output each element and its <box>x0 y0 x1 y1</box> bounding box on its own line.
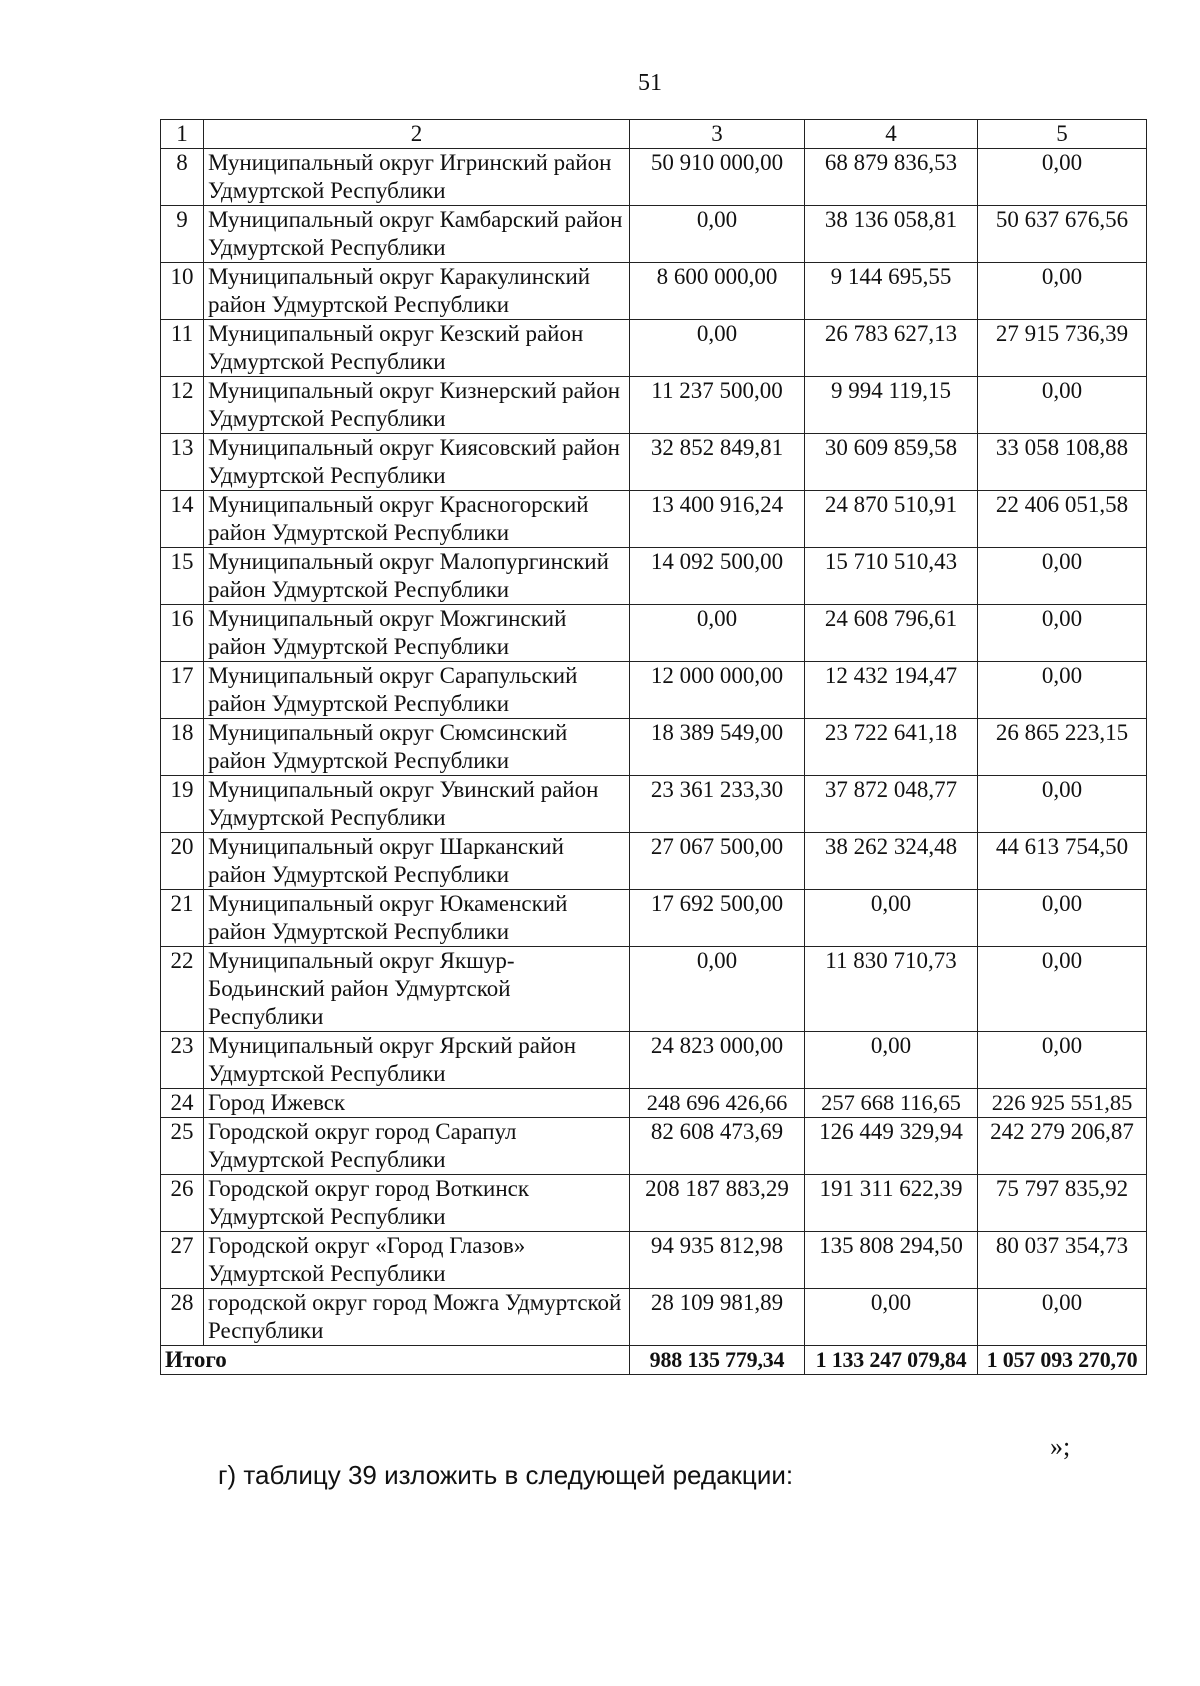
municipality-name-cell: Муниципальный округ Сюмсинский район Удмуртской Республики <box>204 719 630 776</box>
header-cell: 4 <box>805 120 978 149</box>
amount-col4-cell: 26 783 627,13 <box>805 320 978 377</box>
row-number-cell: 24 <box>161 1089 204 1118</box>
total-col3-cell: 988 135 779,34 <box>630 1346 805 1375</box>
municipality-name-cell: Муниципальный округ Кизнерский район Удмуртской Республики <box>204 377 630 434</box>
table-row <box>161 320 1147 377</box>
municipality-name-cell: Муниципальный округ Якшур-Бодьинский район Удмуртской Республики <box>204 947 630 1032</box>
row-number-cell: 11 <box>161 320 204 377</box>
amount-col3-cell: 11 237 500,00 <box>630 377 805 434</box>
amount-col4-cell: 38 262 324,48 <box>805 833 978 890</box>
row-number-cell: 19 <box>161 776 204 833</box>
amount-col3-cell: 8 600 000,00 <box>630 263 805 320</box>
amount-col3-cell: 17 692 500,00 <box>630 890 805 947</box>
amount-col4-cell: 30 609 859,58 <box>805 434 978 491</box>
table-row <box>161 719 1147 776</box>
row-number-cell: 27 <box>161 1232 204 1289</box>
row-number-cell: 12 <box>161 377 204 434</box>
table-row <box>161 1032 1147 1089</box>
row-number-cell: 9 <box>161 206 204 263</box>
header-cell: 2 <box>204 120 630 149</box>
amount-col3-cell: 0,00 <box>630 320 805 377</box>
header-cell: 3 <box>630 120 805 149</box>
table-row <box>161 149 1147 206</box>
amount-col5-cell: 0,00 <box>978 263 1147 320</box>
table-row <box>161 1232 1147 1289</box>
row-number-cell: 16 <box>161 605 204 662</box>
table-row <box>161 1089 1147 1118</box>
amount-col3-cell: 0,00 <box>630 605 805 662</box>
row-number-cell: 22 <box>161 947 204 1032</box>
amount-col5-cell: 0,00 <box>978 947 1147 1032</box>
table-row <box>161 662 1147 719</box>
table-row <box>161 947 1147 1032</box>
amount-col5-cell: 0,00 <box>978 149 1147 206</box>
amount-col4-cell: 24 870 510,91 <box>805 491 978 548</box>
total-col4-cell: 1 133 247 079,84 <box>805 1346 978 1375</box>
amount-col4-cell: 0,00 <box>805 890 978 947</box>
amount-col4-cell: 126 449 329,94 <box>805 1118 978 1175</box>
total-row <box>161 1346 1147 1375</box>
amount-col4-cell: 12 432 194,47 <box>805 662 978 719</box>
amount-col5-cell: 226 925 551,85 <box>978 1089 1147 1118</box>
amount-col4-cell: 11 830 710,73 <box>805 947 978 1032</box>
amount-col3-cell: 94 935 812,98 <box>630 1232 805 1289</box>
amount-col5-cell: 0,00 <box>978 890 1147 947</box>
municipality-name-cell: Муниципальный округ Каракулинский район Удмуртской Республики <box>204 263 630 320</box>
amount-col5-cell: 22 406 051,58 <box>978 491 1147 548</box>
amount-col3-cell: 50 910 000,00 <box>630 149 805 206</box>
amount-col3-cell: 27 067 500,00 <box>630 833 805 890</box>
row-number-cell: 21 <box>161 890 204 947</box>
amount-col3-cell: 14 092 500,00 <box>630 548 805 605</box>
instruction-text: г) таблицу 39 изложить в следующей редакции: <box>218 1460 794 1490</box>
amount-col3-cell: 248 696 426,66 <box>630 1089 805 1118</box>
municipality-name-cell: городской округ город Можга Удмуртской Республики <box>204 1289 630 1346</box>
amount-col4-cell: 23 722 641,18 <box>805 719 978 776</box>
amount-col5-cell: 242 279 206,87 <box>978 1118 1147 1175</box>
amount-col5-cell: 75 797 835,92 <box>978 1175 1147 1232</box>
row-number-cell: 26 <box>161 1175 204 1232</box>
row-number-cell: 13 <box>161 434 204 491</box>
amount-col4-cell: 68 879 836,53 <box>805 149 978 206</box>
row-number-cell: 15 <box>161 548 204 605</box>
amount-col3-cell: 23 361 233,30 <box>630 776 805 833</box>
amount-col3-cell: 208 187 883,29 <box>630 1175 805 1232</box>
municipality-name-cell: Муниципальный округ Увинский район Удмуртской Республики <box>204 776 630 833</box>
amount-col3-cell: 0,00 <box>630 947 805 1032</box>
amount-col4-cell: 24 608 796,61 <box>805 605 978 662</box>
municipality-name-cell: Муниципальный округ Камбарский район Удмуртской Республики <box>204 206 630 263</box>
amount-col3-cell: 82 608 473,69 <box>630 1118 805 1175</box>
row-number-cell: 23 <box>161 1032 204 1089</box>
amount-col3-cell: 12 000 000,00 <box>630 662 805 719</box>
amount-col4-cell: 9 144 695,55 <box>805 263 978 320</box>
amount-col5-cell: 27 915 736,39 <box>978 320 1147 377</box>
amount-col5-cell: 0,00 <box>978 1289 1147 1346</box>
municipality-name-cell: Муниципальный округ Малопургинский район Удмуртской Республики <box>204 548 630 605</box>
municipality-name-cell: Городской округ город Воткинск Удмуртской Республики <box>204 1175 630 1232</box>
municipality-name-cell: Городской округ город Сарапул Удмуртской Республики <box>204 1118 630 1175</box>
amount-col4-cell: 38 136 058,81 <box>805 206 978 263</box>
amount-col5-cell: 0,00 <box>978 662 1147 719</box>
amount-col5-cell: 80 037 354,73 <box>978 1232 1147 1289</box>
amount-col3-cell: 13 400 916,24 <box>630 491 805 548</box>
page-number: 51 <box>638 70 662 96</box>
table-row <box>161 1289 1147 1346</box>
amount-col5-cell: 0,00 <box>978 377 1147 434</box>
municipality-name-cell: Муниципальный округ Можгинский район Удмуртской Республики <box>204 605 630 662</box>
amount-col4-cell: 191 311 622,39 <box>805 1175 978 1232</box>
header-cell: 5 <box>978 120 1147 149</box>
municipality-name-cell: Муниципальный округ Киясовский район Удмуртской Республики <box>204 434 630 491</box>
table-row <box>161 377 1147 434</box>
row-number-cell: 17 <box>161 662 204 719</box>
row-number-cell: 28 <box>161 1289 204 1346</box>
amount-col3-cell: 28 109 981,89 <box>630 1289 805 1346</box>
allocation-table <box>160 119 1147 1375</box>
municipality-name-cell: Муниципальный округ Юкаменский район Удмуртской Республики <box>204 890 630 947</box>
table-row <box>161 491 1147 548</box>
closing-quote: »; <box>1050 1432 1071 1461</box>
row-number-cell: 20 <box>161 833 204 890</box>
row-number-cell: 14 <box>161 491 204 548</box>
municipality-name-cell: Город Ижевск <box>204 1089 630 1118</box>
municipality-name-cell: Муниципальный округ Красногорский район Удмуртской Республики <box>204 491 630 548</box>
table-row <box>161 890 1147 947</box>
amount-col5-cell: 0,00 <box>978 605 1147 662</box>
amount-col3-cell: 32 852 849,81 <box>630 434 805 491</box>
amount-col4-cell: 15 710 510,43 <box>805 548 978 605</box>
amount-col5-cell: 0,00 <box>978 1032 1147 1089</box>
amount-col3-cell: 0,00 <box>630 206 805 263</box>
table-row <box>161 263 1147 320</box>
total-label-cell: Итого <box>161 1346 630 1375</box>
municipality-name-cell: Городской округ «Город Глазов» Удмуртской Республики <box>204 1232 630 1289</box>
row-number-cell: 10 <box>161 263 204 320</box>
table-row <box>161 1175 1147 1232</box>
amount-col4-cell: 9 994 119,15 <box>805 377 978 434</box>
amount-col4-cell: 257 668 116,65 <box>805 1089 978 1118</box>
municipality-name-cell: Муниципальный округ Ярский район Удмуртской Республики <box>204 1032 630 1089</box>
amount-col4-cell: 0,00 <box>805 1289 978 1346</box>
total-col5-cell: 1 057 093 270,70 <box>978 1346 1147 1375</box>
amount-col3-cell: 24 823 000,00 <box>630 1032 805 1089</box>
amount-col4-cell: 0,00 <box>805 1032 978 1089</box>
amount-col4-cell: 37 872 048,77 <box>805 776 978 833</box>
table-row <box>161 206 1147 263</box>
amount-col5-cell: 0,00 <box>978 776 1147 833</box>
table-row <box>161 833 1147 890</box>
amount-col5-cell: 0,00 <box>978 548 1147 605</box>
table-row <box>161 548 1147 605</box>
table-row <box>161 1118 1147 1175</box>
row-number-cell: 25 <box>161 1118 204 1175</box>
amount-col5-cell: 26 865 223,15 <box>978 719 1147 776</box>
municipality-name-cell: Муниципальный округ Сарапульский район Удмуртской Республики <box>204 662 630 719</box>
amount-col5-cell: 33 058 108,88 <box>978 434 1147 491</box>
row-number-cell: 8 <box>161 149 204 206</box>
amount-col5-cell: 44 613 754,50 <box>978 833 1147 890</box>
table-row <box>161 434 1147 491</box>
municipality-name-cell: Муниципальный округ Шарканский район Удмуртской Республики <box>204 833 630 890</box>
amount-col3-cell: 18 389 549,00 <box>630 719 805 776</box>
table-row <box>161 605 1147 662</box>
municipality-name-cell: Муниципальный округ Кезский район Удмуртской Республики <box>204 320 630 377</box>
municipality-name-cell: Муниципальный округ Игринский район Удмуртской Республики <box>204 149 630 206</box>
header-cell: 1 <box>161 120 204 149</box>
table-row <box>161 776 1147 833</box>
row-number-cell: 18 <box>161 719 204 776</box>
amount-col4-cell: 135 808 294,50 <box>805 1232 978 1289</box>
table-header-row <box>161 120 1147 149</box>
amount-col5-cell: 50 637 676,56 <box>978 206 1147 263</box>
